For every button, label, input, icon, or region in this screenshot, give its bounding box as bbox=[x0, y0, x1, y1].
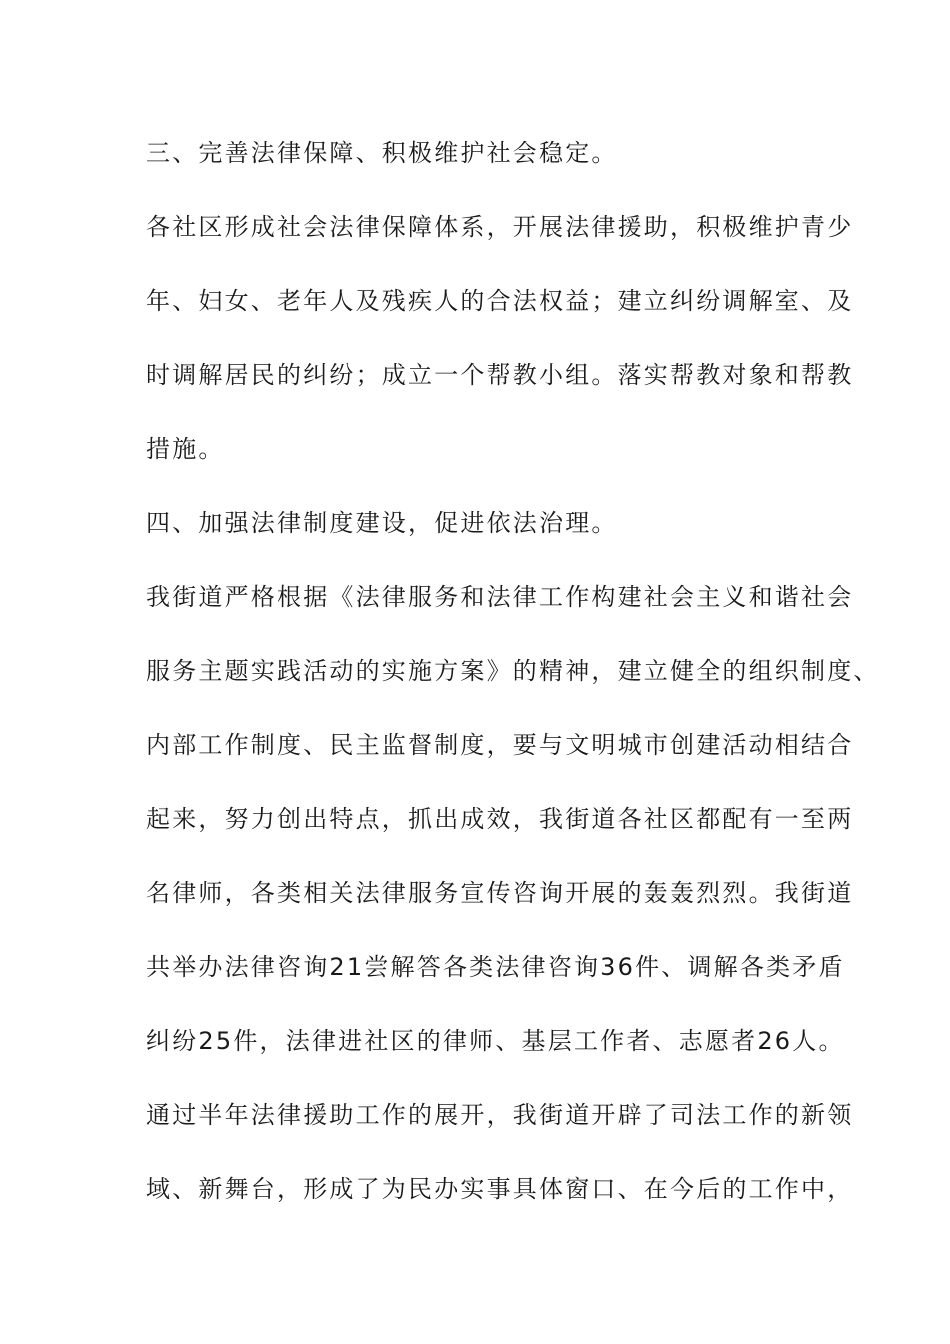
section-heading-4: 四、加强法律制度建设，促进依法治理。 bbox=[146, 509, 618, 537]
paragraph-line: 起来，努力创出特点，抓出成效，我街道各社区都配有一至两 bbox=[146, 805, 854, 833]
paragraph-line: 各社区形成社会法律保障体系，开展法律援助，积极维护青少 bbox=[146, 213, 854, 241]
paragraph-line: 域、新舞台，形成了为民办实事具体窗口、在今后的工作中， bbox=[146, 1175, 854, 1203]
paragraph-line: 名律师，各类相关法律服务宣传咨询开展的轰轰烈烈。我街道 bbox=[146, 879, 854, 907]
paragraph-line: 通过半年法律援助工作的展开，我街道开辟了司法工作的新领 bbox=[146, 1101, 854, 1129]
paragraph-line: 纠纷25件，法律进社区的律师、基层工作者、志愿者26人。 bbox=[146, 1027, 845, 1055]
paragraph-line: 内部工作制度、民主监督制度，要与文明城市创建活动相结合 bbox=[146, 731, 854, 759]
paragraph-line: 措施。 bbox=[146, 435, 225, 463]
paragraph-line: 时调解居民的纠纷；成立一个帮教小组。落实帮教对象和帮教 bbox=[146, 361, 854, 389]
paragraph-line: 共举办法律咨询21尝解答各类法律咨询36件、调解各类矛盾 bbox=[146, 953, 845, 981]
paragraph-line: 服务主题实践活动的实施方案》的精神，建立健全的组织制度、 bbox=[146, 657, 880, 685]
paragraph-line: 年、妇女、老年人及残疾人的合法权益；建立纠纷调解室、及 bbox=[146, 287, 854, 315]
paragraph-line: 我街道严格根据《法律服务和法律工作构建社会主义和谐社会 bbox=[146, 583, 854, 611]
section-heading-3: 三、完善法律保障、积极维护社会稳定。 bbox=[146, 139, 618, 167]
